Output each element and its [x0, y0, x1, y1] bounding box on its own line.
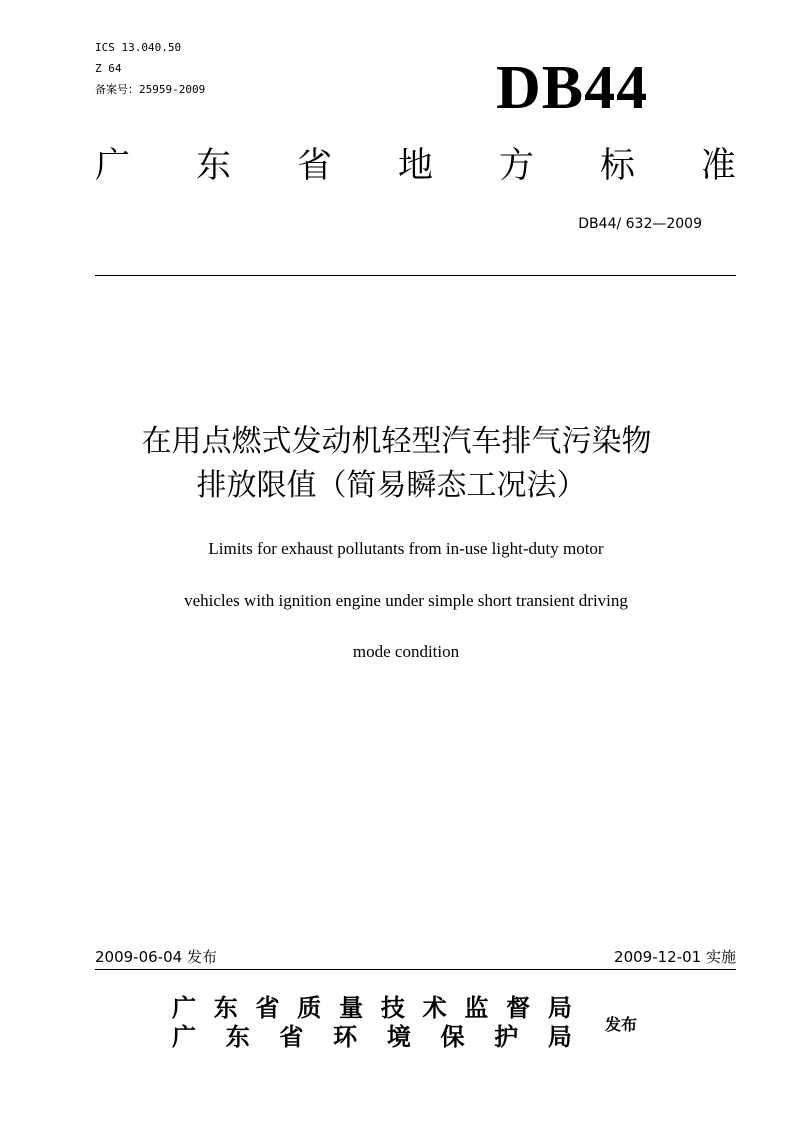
- top-divider: [95, 275, 736, 276]
- issuer-environment-bureau: [172, 1022, 572, 1052]
- ics-code: ICS 13.040.50: [95, 41, 182, 54]
- issuer-char: 环: [333, 1022, 358, 1051]
- title-en-line3: mode condition: [352, 642, 460, 661]
- title-en-line2: vehicles with ignition engine under simple short transient driving: [184, 591, 628, 610]
- issuer-quality-bureau: [172, 993, 572, 1023]
- issuer-char: 东: [213, 993, 238, 1022]
- issuer-char: 广: [172, 1022, 196, 1051]
- bottom-divider: [95, 969, 736, 970]
- issuer-char: 省: [279, 1022, 304, 1051]
- standard-type-char: 省: [296, 146, 332, 186]
- standard-type-char: 标: [599, 146, 635, 186]
- issue-date: 2009-06-04 发布: [95, 948, 217, 966]
- title-cn-line2: 排放限值（简易瞬态工况法）: [196, 468, 587, 503]
- standard-number: DB44/ 632—2009: [578, 216, 702, 232]
- issuer-char: 广: [172, 993, 196, 1022]
- standard-type-char: 东: [195, 146, 231, 186]
- standard-type-char: 广: [95, 146, 131, 186]
- issuer-char: 护: [494, 1022, 519, 1051]
- record-number: 备案号：25959-2009: [95, 83, 206, 96]
- title-cn-line1: 在用点燃式发动机轻型汽车排气污染物: [141, 424, 652, 459]
- db44-logo: DB44: [496, 54, 649, 122]
- standard-type-char: 地: [397, 146, 433, 186]
- implement-date: 2009-12-01 实施: [614, 948, 736, 966]
- issuer-char: 监: [464, 993, 489, 1022]
- issuer-char: 局: [547, 993, 572, 1022]
- issuer-char: 东: [225, 1022, 250, 1051]
- issuer-char: 保: [440, 1022, 465, 1051]
- standard-type-title: [95, 142, 736, 190]
- standard-type-char: 准: [700, 146, 736, 186]
- issuer-char: 督: [506, 993, 531, 1022]
- issuer-char: 省: [255, 993, 280, 1022]
- title-en-line1: Limits for exhaust pollutants from in-use light-duty motor: [208, 539, 604, 558]
- standard-type-char: 方: [498, 146, 534, 186]
- issuer-char: 术: [422, 993, 447, 1022]
- issuer-char: 境: [386, 1022, 411, 1051]
- issuer-char: 技: [380, 993, 405, 1022]
- classification-code: Z 64: [95, 62, 122, 75]
- issuer-char: 质: [297, 993, 322, 1022]
- issuer-char: 量: [339, 993, 364, 1022]
- publish-label: 发布: [605, 1015, 638, 1034]
- issuer-char: 局: [547, 1022, 572, 1051]
